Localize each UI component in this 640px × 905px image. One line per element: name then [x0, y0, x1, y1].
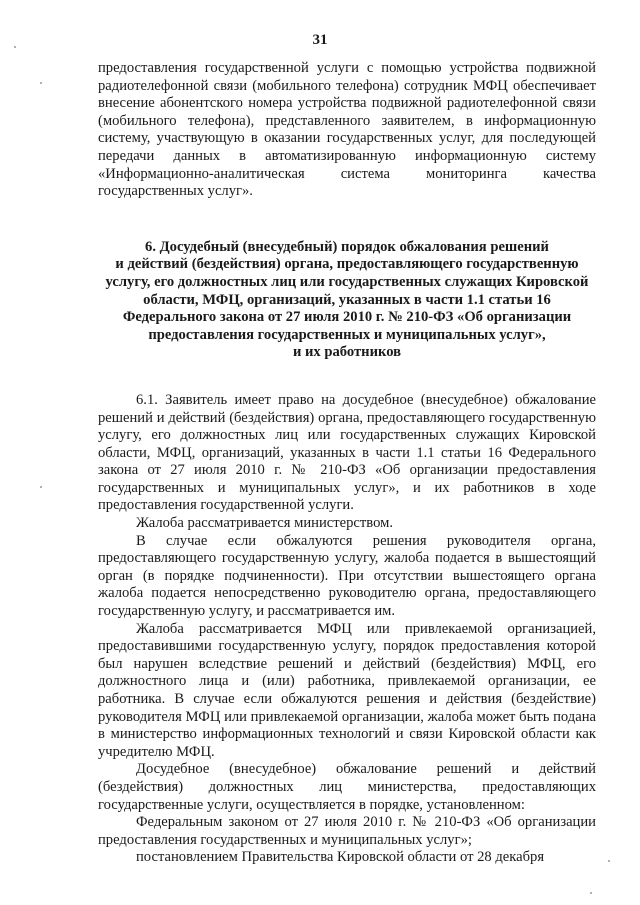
paragraph-government-decree: постановлением Правительства Кировской области от 28 декабря	[136, 849, 545, 866]
heading-line: и действий (бездействия) органа, предоставляющего государственную	[115, 256, 579, 273]
paragraph-6-1: 6.1. Заявитель имеет право на досудебное (внесудебное) обжалование решений и действий (бездействия) органа, предоставляющего государственную услугу, его должностных лиц или государственных служащих Кировской области, МФЦ, организаций, указанных в части 1.1 статьи 16 Федерального закона от 27 июля 2010 г. № 210-ФЗ «Об организации предоставления государственных и муниципальных услуг», и их работников в ходе предоставления государственной услуги.	[98, 391, 596, 514]
paragraph-complaint-ministry: Жалоба рассматривается министерством.	[136, 515, 393, 532]
page-number: 31	[312, 32, 328, 48]
heading-line: Федерального закона от 27 июля 2010 г. № 210-ФЗ «Об организации	[122, 309, 572, 326]
heading-line: и их работников	[292, 344, 402, 361]
scan-speck	[608, 860, 610, 862]
paragraph-federal-law: Федеральным законом от 27 июля 2010 г. № 210-ФЗ «Об организации предоставления государственных и муниципальных услуг»;	[98, 814, 596, 848]
document-body	[98, 60, 596, 867]
paragraph-complaint-head: В случае если обжалуются решения руководителя органа, предоставляющего государственную услугу, жалоба подается в вышестоящий орган (в порядке подчиненности). При отсутствии вышестоящего органа жалоба подается непосредственно руководителю органа, предоставляющего государственную услугу, и рассматривается им.	[98, 532, 596, 620]
heading-line: области, МФЦ, организаций, указанных в части 1.1 статьи 16	[143, 291, 551, 308]
scan-speck	[40, 82, 42, 84]
paragraph-appeal-procedure: Досудебное (внесудебное) обжалование решений и действий (бездействия) должностных лиц министерства, предоставляющих государственные услуги, осуществляется в порядке, установленном:	[98, 761, 596, 813]
section-heading	[98, 239, 596, 362]
scan-speck	[40, 486, 42, 488]
heading-line: услугу, его должностных лиц или государственных служащих Кировской	[105, 273, 589, 290]
paragraph-complaint-mfc: Жалоба рассматривается МФЦ или привлекаемой организацией, предоставившими государственную услугу, порядок предоставления которой был нарушен вследствие решений и действий (бездействия) МФЦ, его должностного лица и (или) работника, привлекаемой организации, ее работника. В случае если обжалуются решения и действия (бездействие) руководителя МФЦ или привлекаемой организации, жалоба может быть подана в министерство информационных технологий и связи Кировской области как учредителю МФЦ.	[98, 620, 596, 760]
intro-paragraph: предоставления государственной услуги с помощью устройства подвижной радиотелефонной связи (мобильного телефона) сотрудник МФЦ обеспечивает внесение абонентского номера устройства подвижной радиотелефонной связи (мобильного телефона), представленного заявителем, в информационную систему, участвующую в оказании государственных услуг, для последующей передачи данных в автоматизированную информационную систему «Информационно-аналитическая система мониторинга качества государственных услуг».	[98, 60, 596, 200]
scan-speck	[14, 46, 16, 48]
heading-line: предоставления государственных и муниципальных услуг»,	[148, 326, 546, 343]
scan-speck	[590, 892, 592, 894]
heading-line: 6. Досудебный (внесудебный) порядок обжалования решений	[145, 238, 549, 255]
